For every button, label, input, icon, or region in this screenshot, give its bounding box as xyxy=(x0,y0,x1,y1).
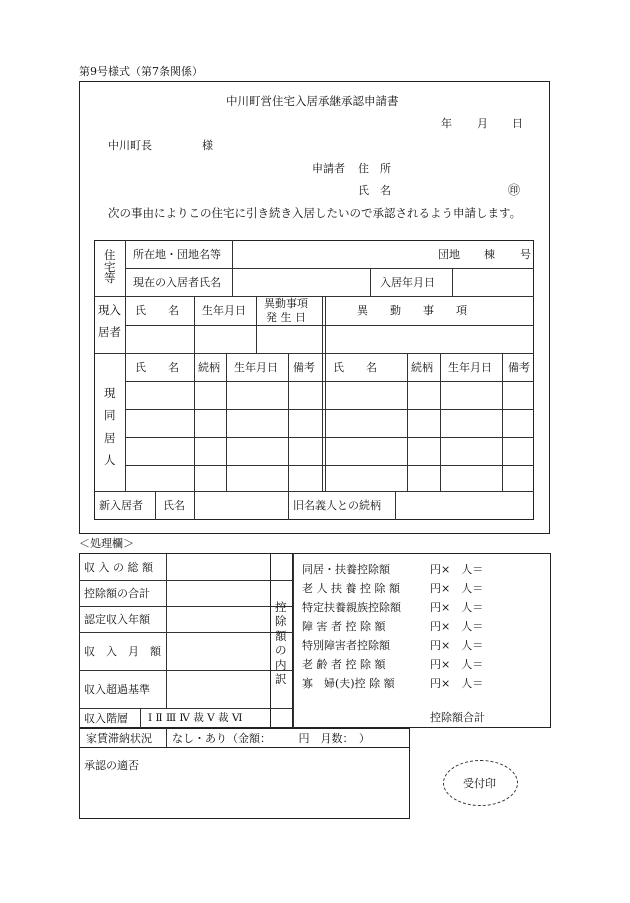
addressee-honorific: 様 xyxy=(202,139,213,152)
current-resident-section-label-1: 現入 xyxy=(98,303,121,317)
cohabitant-relation-header-right: 続柄 xyxy=(411,361,433,374)
request-statement: 次の事由によりこの住宅に引き続き入居したいので承認されるよう申請します。 xyxy=(108,206,522,220)
approval-box xyxy=(79,747,410,819)
cohabitant-name-header-left: 氏 名 xyxy=(135,361,179,374)
new-resident-relation-label: 旧名義人との続柄 xyxy=(293,499,381,512)
seal-mark: ㊞ xyxy=(508,183,521,197)
applicant-label: 申請者 xyxy=(312,162,345,175)
certified-annual-income-label: 認定収入年額 xyxy=(84,613,150,626)
cohabitant-section-label: 現 同 居 人 xyxy=(104,386,116,468)
estate-label: 団地 xyxy=(438,248,460,261)
addressee-name: 中川町長 xyxy=(108,139,152,152)
deduction-formula-4: 円× 人＝ xyxy=(430,639,484,652)
income-total-label: 収 入 の 総 額 xyxy=(84,561,153,574)
deduction-label-6: 寡 婦(夫)控 除 額 xyxy=(302,677,395,690)
housing-section-label: 住 宅 等 xyxy=(104,248,116,285)
move-in-date-label: 入居年月日 xyxy=(380,276,435,289)
current-resident-name-label: 現在の入居者氏名 xyxy=(133,276,221,289)
deduction-label-1: 老 人 扶 養 控 除 額 xyxy=(302,582,400,595)
monthly-income-label: 収 入 月 額 xyxy=(84,645,161,658)
new-resident-name-label: 氏名 xyxy=(163,499,185,512)
deduction-sum-label: 控除額の合計 xyxy=(84,587,150,600)
deduction-formula-5: 円× 人＝ xyxy=(430,658,484,671)
income-bracket-label: 収入階層 xyxy=(84,712,128,725)
form-number: 第9号様式（第7条関係） xyxy=(79,65,203,78)
deduction-label-3: 障 害 者 控 除 額 xyxy=(302,620,386,633)
rent-arrears-value: なし・あり（金額： 円 月数： ） xyxy=(172,732,370,745)
reception-stamp-label: 受付印 xyxy=(463,777,496,790)
deduction-formula-2: 円× 人＝ xyxy=(430,601,484,614)
form-title: 中川町営住宅入居承継承認申請書 xyxy=(226,94,399,108)
deduction-formula-1: 円× 人＝ xyxy=(430,582,484,595)
deduction-formula-0: 円× 人＝ xyxy=(430,563,484,576)
cohabitant-name-header-right: 氏 名 xyxy=(333,361,377,374)
change-items-header: 異 動 事 項 xyxy=(357,304,467,317)
location-label: 所在地・団地名等 xyxy=(133,248,221,261)
cohabitant-birthdate-header-right: 生年月日 xyxy=(448,361,492,374)
applicant-name-label: 氏 名 xyxy=(358,184,391,197)
income-bracket-values: Ⅰ Ⅱ Ⅲ Ⅳ 裁 Ⅴ 裁 Ⅵ xyxy=(148,712,243,724)
number-label: 号 xyxy=(520,248,531,261)
approval-label: 承認の適否 xyxy=(84,759,139,772)
income-excess-standard-label: 収入超過基準 xyxy=(84,683,150,696)
cohabitant-remarks-header-left: 備考 xyxy=(293,361,315,374)
date-month: 月 xyxy=(477,117,488,130)
date-year: 年 xyxy=(441,117,452,130)
deduction-label-0: 同居・扶養控除額 xyxy=(302,563,390,576)
change-date-header-2: 発 生 日 xyxy=(266,311,306,324)
processing-section-label: ＜処理欄＞ xyxy=(79,537,134,550)
deduction-formula-6: 円× 人＝ xyxy=(430,677,484,690)
change-date-header-1: 異動事項 xyxy=(264,297,308,310)
deduction-label-5: 老 齢 者 控 除 額 xyxy=(302,658,386,671)
new-resident-label: 新入居者 xyxy=(99,499,143,512)
deduction-formula-3: 円× 人＝ xyxy=(430,620,484,633)
rent-arrears-label: 家賃滞納状況 xyxy=(86,732,152,745)
deduction-breakdown-label: 控 除 額 の 内 訳 xyxy=(275,600,287,686)
date-day: 日 xyxy=(512,117,523,130)
cohabitant-remarks-header-right: 備考 xyxy=(508,361,530,374)
applicant-address-label: 住 所 xyxy=(358,162,391,175)
deduction-label-2: 特定扶養親族控除額 xyxy=(302,601,401,614)
current-resident-name-header: 氏 名 xyxy=(135,304,179,317)
current-resident-section-label-2: 居者 xyxy=(98,325,121,339)
cohabitant-birthdate-header-left: 生年月日 xyxy=(234,361,278,374)
cohabitant-relation-header-left: 続柄 xyxy=(198,361,220,374)
deduction-label-4: 特別障害者控除額 xyxy=(302,639,390,652)
deduction-total-label: 控除額合計 xyxy=(430,711,485,724)
current-resident-birthdate-header: 生年月日 xyxy=(202,304,246,317)
building-label: 棟 xyxy=(484,248,495,261)
